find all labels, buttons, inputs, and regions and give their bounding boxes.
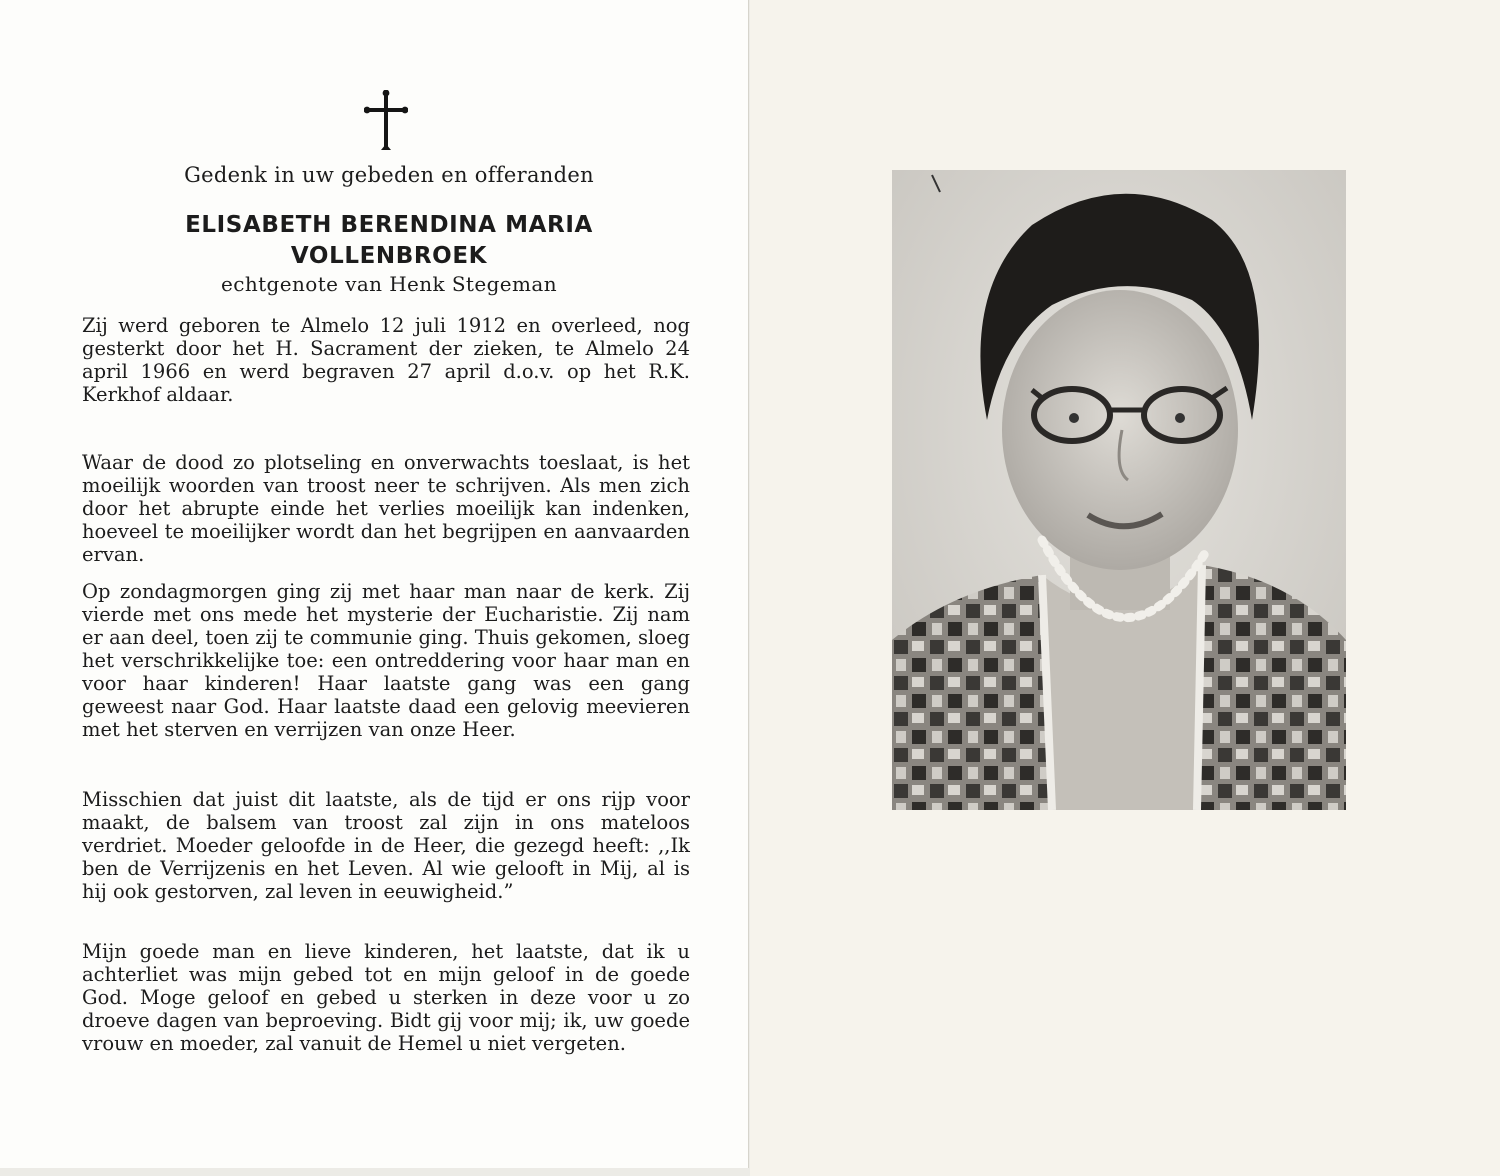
deceased-name [80,210,698,272]
deceased-name-line1: ELISABETH BERENDINA MARIA [185,212,593,238]
deceased-name-line2: VOLLENBROEK [290,243,488,269]
text-paragraph: Misschien dat juist dit laatste, als de tijd er ons rijp voor maakt, de balsem van troost zal zijn in ons mateloos verdriet. Moeder geloofde in de Heer, die gezegd heeft: ,,Ik ben de Verrijzenis en het Leven. Al wie gelooft in Mij, al is hij ook gestorven, zal leven in eeuwigheid.” [82,788,690,903]
prayer-request: Gedenk in uw gebeden en offeranden [184,163,594,187]
text-paragraph: Op zondagmorgen ging zij met haar man naar de kerk. Zij vierde met ons mede het mysterie der Eucharistie. Zij nam er aan deel, toen zij te communie ging. Thuis gekomen, sloeg het verschrikkelijke toe: een ontreddering voor haar man en voor haar kinderen! Haar laatste gang was een gang geweest naar God. Haar laatste daad een gelovig meevieren met het sterven en verrijzen van onze Heer. [82,580,690,741]
biography-paragraph: Zij werd geboren te Almelo 12 juli 1912 en overleed, nog gesterkt door het H. Sacrament der zieken, te Almelo 24 april 1966 en werd begraven 27 april d.o.v. op het R.K. Kerkhof aldaar. [82,314,690,406]
portrait-photo [892,170,1346,810]
memorial-card-text-side [0,0,749,1168]
spouse-line: echtgenote van Henk Stegeman [220,272,558,296]
text-paragraph: Waar de dood zo plotseling en onverwachts toeslaat, is het moeilijk woorden van troost neer te schrijven. Als men zich door het abrupte einde het verlies moeilijk kan indenken, hoeveel te moeilijker wordt dan het begrijpen en aanvaarden ervan. [82,451,690,566]
text-paragraph: Mijn goede man en lieve kinderen, het laatste, dat ik u achterliet was mijn gebed tot en mijn geloof in de goede God. Moge geloof en gebed u sterken in deze voor u zo droeve dagen van beproeving. Bidt gij voor mij; ik, uw goede vrouw en moeder, zal vanuit de Hemel u niet vergeten. [82,940,690,1055]
cross-icon [364,90,408,152]
